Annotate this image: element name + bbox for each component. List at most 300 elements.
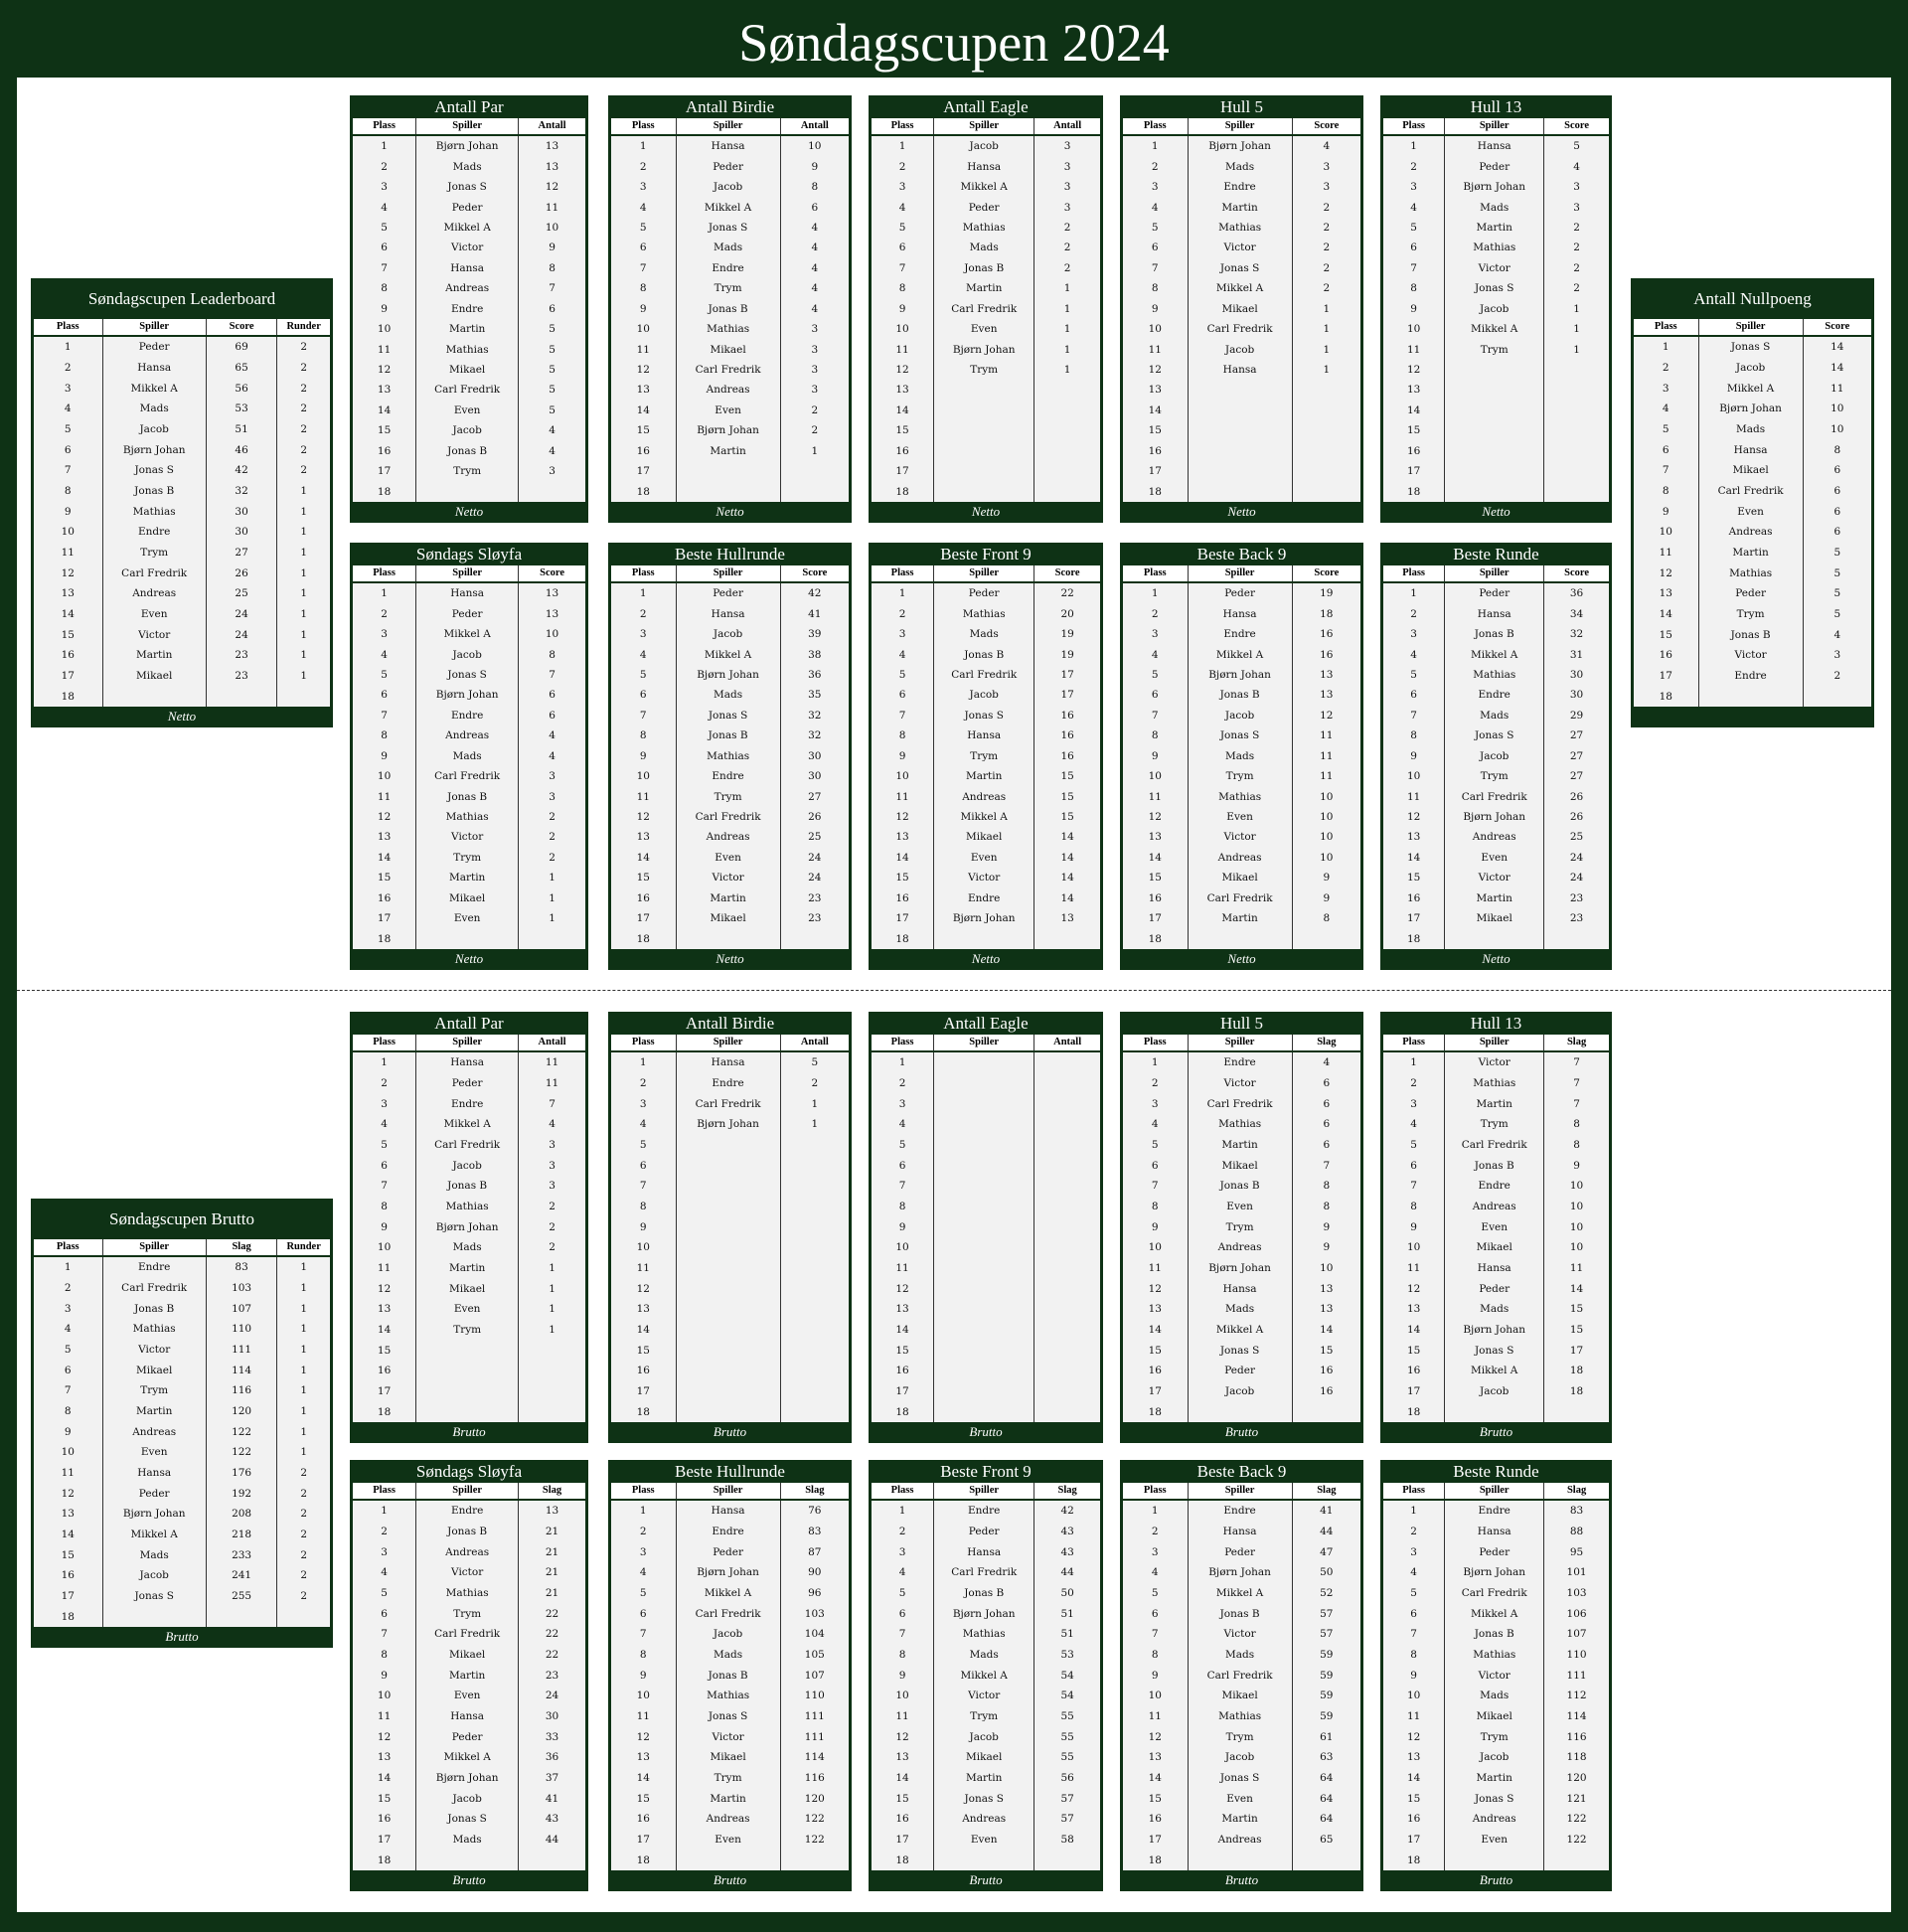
table-row <box>1634 645 1871 666</box>
table-row <box>872 685 1100 705</box>
table-cell: 11 <box>895 343 909 356</box>
table-row <box>611 1747 849 1768</box>
table-row <box>34 439 330 460</box>
table-cell: Jonas S <box>102 1586 206 1607</box>
table-cell: Mikael <box>1444 908 1543 928</box>
table-cell: 5 <box>518 339 585 359</box>
table-row <box>872 1830 1100 1851</box>
table-cell: 57 <box>1292 1603 1360 1624</box>
table-cell: 5 <box>1410 668 1417 681</box>
table-cell: 41 <box>1292 1501 1360 1522</box>
table-cell: 4 <box>639 648 647 661</box>
netto-beste-runde-title: Beste Runde <box>1453 545 1539 564</box>
table-cell: Mads <box>1444 197 1543 217</box>
table-cell <box>933 1299 1034 1320</box>
table-row <box>353 807 585 827</box>
table-cell <box>1034 1176 1100 1197</box>
table-cell: Jacob <box>933 1726 1034 1747</box>
table-cell: 4 <box>780 299 849 319</box>
table-row <box>353 665 585 685</box>
table-cell: 38 <box>780 644 849 664</box>
table-cell: Mathias <box>933 603 1034 623</box>
table-cell: 18 <box>895 1853 909 1866</box>
table-cell: 6 <box>898 1159 906 1172</box>
table-row <box>872 481 1100 501</box>
section-divider <box>17 990 1891 991</box>
table-row <box>872 1197 1100 1217</box>
table-cell: 24 <box>206 604 277 625</box>
table-cell: 24 <box>1543 868 1609 887</box>
table-row <box>872 136 1100 156</box>
table-row <box>611 1809 849 1830</box>
table-cell: 122 <box>206 1421 277 1442</box>
table-row <box>1383 766 1609 786</box>
table-row <box>1123 868 1360 887</box>
netto-s-ndags-sl-yfa-card <box>350 543 588 970</box>
table-row <box>1123 1665 1360 1686</box>
table-cell: 1 <box>276 481 330 502</box>
table-cell: Mathias <box>1188 1706 1292 1727</box>
table-cell: Jacob <box>415 1788 518 1809</box>
table-cell: 3 <box>1803 645 1871 666</box>
table-cell <box>518 481 585 501</box>
table-row <box>1383 258 1609 278</box>
table-row <box>1383 1747 1609 1768</box>
table-cell: Carl Fredrik <box>676 1603 780 1624</box>
table-cell <box>780 1381 849 1402</box>
table-cell: Trym <box>676 786 780 806</box>
table-cell: 4 <box>898 1566 906 1579</box>
column-header: Score <box>206 319 277 335</box>
table-row <box>1123 1706 1360 1727</box>
table-cell: 1 <box>381 587 388 600</box>
table-cell: Even <box>415 401 518 420</box>
table-cell: 39 <box>780 624 849 644</box>
table-cell: Victor <box>1444 258 1543 278</box>
table-row <box>611 1361 849 1381</box>
table-cell: Trym <box>1444 1114 1543 1135</box>
table-row <box>1123 908 1360 928</box>
table-row <box>1123 624 1360 644</box>
table-cell: 4 <box>518 1114 585 1135</box>
table-cell: 9 <box>1410 302 1417 315</box>
table-row <box>1383 786 1609 806</box>
brutto-beste-front-9-title: Beste Front 9 <box>940 1462 1032 1481</box>
table-cell: 36 <box>780 665 849 685</box>
table-cell: 107 <box>1543 1624 1609 1645</box>
table-row <box>1383 1583 1609 1604</box>
table-cell <box>933 1850 1034 1870</box>
table-row <box>1123 319 1360 339</box>
table-cell <box>1444 1850 1543 1870</box>
table-cell: 50 <box>1292 1562 1360 1583</box>
table-row <box>34 501 330 522</box>
table-row <box>872 908 1100 928</box>
table-cell: 8 <box>1410 1201 1417 1213</box>
table-cell <box>676 1216 780 1237</box>
table-cell: 192 <box>206 1483 277 1504</box>
table-cell: Jacob <box>1444 1381 1543 1402</box>
table-cell: 107 <box>780 1665 849 1686</box>
table-cell: 6 <box>381 242 388 254</box>
table-cell: Mikkel A <box>415 1747 518 1768</box>
table-cell: 6 <box>64 1364 72 1376</box>
table-cell: 25 <box>1543 827 1609 847</box>
netto-antall-par-table <box>352 117 586 503</box>
table-row <box>611 136 849 156</box>
table-cell: 106 <box>1543 1603 1609 1624</box>
table-cell: Victor <box>1444 1052 1543 1073</box>
table-row <box>353 644 585 664</box>
table-cell <box>102 686 206 707</box>
table-cell: Bjørn Johan <box>1444 177 1543 197</box>
table-cell: 16 <box>1292 624 1360 644</box>
table-cell: 8 <box>1151 729 1159 742</box>
table-cell: 5 <box>1151 221 1159 234</box>
table-row <box>1123 218 1360 238</box>
table-row <box>1634 543 1871 564</box>
table-cell: 10 <box>895 1241 909 1254</box>
table-row <box>1383 1073 1609 1094</box>
table-cell: 17 <box>1406 465 1421 478</box>
table-cell <box>780 1258 849 1279</box>
table-row <box>872 603 1100 623</box>
column-header: Spiller <box>1444 1035 1543 1050</box>
table-row <box>872 1645 1100 1666</box>
table-cell: Mikkel A <box>933 177 1034 197</box>
table-cell: 11 <box>1148 1262 1162 1275</box>
table-cell: 42 <box>780 583 849 603</box>
table-cell: Endre <box>102 522 206 543</box>
table-cell: 6 <box>518 706 585 725</box>
table-cell: 1 <box>276 1380 330 1401</box>
table-cell: 9 <box>1543 1155 1609 1176</box>
table-row <box>872 1665 1100 1686</box>
table-cell <box>1034 1258 1100 1279</box>
table-cell: 17 <box>895 1385 909 1398</box>
table-cell: 2 <box>518 1237 585 1258</box>
table-cell: 2 <box>898 1077 906 1089</box>
column-header: Score <box>1292 565 1360 581</box>
table-cell: 22 <box>518 1603 585 1624</box>
table-cell: Andreas <box>1188 1830 1292 1851</box>
table-cell: 87 <box>780 1541 849 1562</box>
table-cell: Even <box>102 604 206 625</box>
table-cell: 16 <box>636 1813 650 1826</box>
table-cell: 54 <box>1034 1665 1100 1686</box>
table-cell: 14 <box>377 403 392 416</box>
table-cell: 1 <box>1034 339 1100 359</box>
table-cell: 30 <box>518 1706 585 1727</box>
table-cell: Mads <box>1698 419 1803 440</box>
table-cell: 47 <box>1292 1541 1360 1562</box>
netto-beste-hullrunde-table <box>610 564 850 950</box>
table-cell: 1 <box>639 1056 647 1069</box>
table-cell: 46 <box>206 439 277 460</box>
table-cell <box>1034 1401 1100 1422</box>
table-row <box>611 1237 849 1258</box>
table-cell: 6 <box>1151 1159 1159 1172</box>
table-cell: 3 <box>518 786 585 806</box>
table-cell <box>933 1073 1034 1094</box>
table-row <box>1123 156 1360 176</box>
table-cell: 3 <box>518 1135 585 1156</box>
table-row <box>1383 218 1609 238</box>
table-row <box>1383 1381 1609 1402</box>
table-cell: Jonas B <box>1444 1624 1543 1645</box>
table-cell: 12 <box>1406 1282 1421 1295</box>
table-cell: Bjørn Johan <box>415 136 518 156</box>
table-cell: 1 <box>1034 299 1100 319</box>
table-cell: 122 <box>1543 1830 1609 1851</box>
netto-nullpoeng-table <box>1633 318 1872 708</box>
table-cell: 18 <box>636 1405 650 1418</box>
table-cell: 218 <box>206 1525 277 1545</box>
table-row <box>1123 888 1360 908</box>
table-cell <box>676 1197 780 1217</box>
page-title: Søndagscupen 2024 <box>738 13 1170 73</box>
table-cell: 16 <box>1406 891 1421 904</box>
table-row <box>353 1624 585 1645</box>
table-row <box>1123 807 1360 827</box>
table-row <box>353 1258 585 1279</box>
table-row <box>34 1319 330 1340</box>
table-cell <box>676 481 780 501</box>
table-cell: 13 <box>1292 665 1360 685</box>
table-cell: Mikael <box>933 1747 1034 1768</box>
table-row <box>353 888 585 908</box>
table-row <box>34 1483 330 1504</box>
table-cell: Peder <box>1698 583 1803 604</box>
brutto-s-ndags-sl-yfa-table <box>352 1482 586 1871</box>
table-cell: 2 <box>780 401 849 420</box>
table-cell: 14 <box>1406 1324 1421 1337</box>
table-row <box>34 1442 330 1463</box>
column-header: Plass <box>373 1485 396 1496</box>
table-cell: Hansa <box>1698 439 1803 460</box>
table-row <box>1383 1278 1609 1299</box>
table-cell: 114 <box>206 1360 277 1380</box>
netto-leaderboard-footer: Netto <box>167 709 197 724</box>
table-row <box>34 1257 330 1278</box>
table-row <box>353 339 585 359</box>
table-cell: Endre <box>415 299 518 319</box>
table-cell: Mikkel A <box>1188 278 1292 298</box>
table-cell <box>1188 481 1292 501</box>
table-cell: 15 <box>1406 1344 1421 1357</box>
table-cell: 11 <box>636 790 650 803</box>
table-row <box>1123 1073 1360 1094</box>
table-row <box>611 1216 849 1237</box>
table-cell: 1 <box>276 1401 330 1422</box>
table-cell <box>933 1340 1034 1361</box>
table-cell: 16 <box>895 891 909 904</box>
table-row <box>872 1361 1100 1381</box>
table-row <box>611 807 849 827</box>
table-row <box>611 908 849 928</box>
table-cell: Bjørn Johan <box>933 1603 1034 1624</box>
table-cell: Jacob <box>102 419 206 440</box>
table-cell: 5 <box>1151 1139 1159 1152</box>
table-row <box>1383 1706 1609 1727</box>
table-cell: Even <box>102 1442 206 1463</box>
table-cell: 30 <box>1543 665 1609 685</box>
table-cell: 1 <box>381 140 388 153</box>
table-row <box>353 1768 585 1789</box>
table-cell: 15 <box>895 1344 909 1357</box>
table-cell <box>933 461 1034 481</box>
table-cell: Jonas B <box>933 644 1034 664</box>
table-row <box>34 1463 330 1484</box>
table-cell <box>1034 441 1100 461</box>
table-cell: 9 <box>898 1669 906 1682</box>
table-cell: Jacob <box>933 685 1034 705</box>
table-cell: 9 <box>381 302 388 315</box>
table-cell <box>1292 380 1360 400</box>
table-row <box>611 461 849 481</box>
table-cell: 59 <box>1292 1645 1360 1666</box>
table-cell: 2 <box>276 1463 330 1484</box>
table-cell: 10 <box>1292 827 1360 847</box>
table-cell: 4 <box>1662 402 1670 415</box>
table-header-row <box>34 1239 330 1257</box>
column-header: Spiller <box>415 565 518 581</box>
table-cell: Mikkel A <box>1444 1603 1543 1624</box>
column-header: Slag <box>1292 1035 1360 1050</box>
table-row <box>1383 1624 1609 1645</box>
table-cell: 17 <box>1406 912 1421 925</box>
brutto-leaderboard-table <box>33 1238 331 1628</box>
table-cell: 18 <box>1406 485 1421 498</box>
netto-hull-5-table <box>1122 117 1361 503</box>
table-cell: Trym <box>415 461 518 481</box>
table-row <box>1123 1809 1360 1830</box>
column-header: Plass <box>1143 1037 1167 1047</box>
table-row <box>611 1073 849 1094</box>
netto-antall-par-footer: Netto <box>454 504 484 519</box>
table-cell: 11 <box>518 1052 585 1073</box>
table-cell: 24 <box>518 1686 585 1706</box>
table-cell: Jacob <box>933 136 1034 156</box>
table-cell: 2 <box>518 848 585 868</box>
table-cell: 1 <box>276 1421 330 1442</box>
table-cell: 3 <box>639 1097 647 1110</box>
table-cell: 1 <box>381 1505 388 1518</box>
table-cell <box>1292 401 1360 420</box>
table-cell: 30 <box>780 766 849 786</box>
brutto-beste-front-9-table <box>871 1482 1101 1871</box>
table-cell: 16 <box>1148 891 1162 904</box>
table-cell: 1 <box>1151 1056 1159 1069</box>
table-cell: 1 <box>518 1258 585 1279</box>
table-cell: 13 <box>1148 384 1162 397</box>
table-cell: 3 <box>1543 197 1609 217</box>
table-cell: Carl Fredrik <box>933 299 1034 319</box>
table-cell: 9 <box>1292 1237 1360 1258</box>
table-cell: 2 <box>276 439 330 460</box>
table-cell: Bjørn Johan <box>676 665 780 685</box>
table-cell: 16 <box>61 1569 75 1582</box>
table-cell <box>1444 1401 1543 1422</box>
table-cell: 10 <box>1148 323 1162 336</box>
table-cell <box>780 1216 849 1237</box>
table-cell: Mads <box>102 399 206 419</box>
column-header: Plass <box>1402 1485 1426 1496</box>
table-row <box>353 827 585 847</box>
table-cell: 1 <box>780 441 849 461</box>
table-cell: Carl Fredrik <box>676 360 780 380</box>
table-row <box>34 1298 330 1319</box>
netto-s-ndags-sl-yfa-footer: Netto <box>454 951 484 966</box>
table-cell: 14 <box>636 403 650 416</box>
column-header: Slag <box>780 1483 849 1499</box>
table-cell: Even <box>676 848 780 868</box>
table-cell: 7 <box>381 261 388 274</box>
brutto-antall-par-table <box>352 1034 586 1423</box>
table-cell: 1 <box>276 583 330 604</box>
table-cell <box>1034 461 1100 481</box>
netto-hull-13-table <box>1382 117 1610 503</box>
table-row <box>872 1073 1100 1094</box>
table-cell: 2 <box>64 362 72 374</box>
table-cell: Carl Fredrik <box>933 665 1034 685</box>
table-cell: 14 <box>377 1324 392 1337</box>
table-cell: Victor <box>1188 1624 1292 1645</box>
table-cell: 1 <box>276 1360 330 1380</box>
table-cell: 5 <box>518 401 585 420</box>
table-cell: 15 <box>1406 872 1421 885</box>
table-cell <box>933 420 1034 440</box>
table-cell: 12 <box>895 1730 909 1743</box>
table-cell: 1 <box>1151 140 1159 153</box>
table-cell <box>1034 1135 1100 1156</box>
brutto-antall-par-footer: Brutto <box>452 1424 486 1439</box>
table-cell: Mikael <box>933 827 1034 847</box>
table-cell: 5 <box>639 221 647 234</box>
table-cell: Peder <box>1444 1278 1543 1299</box>
table-cell: 7 <box>898 261 906 274</box>
table-row <box>353 1583 585 1604</box>
column-header: Antall <box>518 118 585 134</box>
table-cell: Jonas S <box>415 177 518 197</box>
table-cell: 83 <box>206 1257 277 1278</box>
table-cell <box>676 1320 780 1341</box>
table-cell: Jonas S <box>415 665 518 685</box>
table-cell: 18 <box>377 485 392 498</box>
table-cell: 110 <box>206 1319 277 1340</box>
table-cell: 7 <box>1543 1073 1609 1094</box>
column-header: Slag <box>206 1239 277 1255</box>
column-header: Score <box>518 565 585 581</box>
table-row <box>611 1706 849 1727</box>
table-row <box>1123 685 1360 705</box>
column-header: Plass <box>1402 1037 1426 1047</box>
table-cell: Mathias <box>102 1319 206 1340</box>
table-cell: Mikkel A <box>676 1583 780 1604</box>
table-row <box>353 197 585 217</box>
table-row <box>611 624 849 644</box>
table-cell: 8 <box>1151 282 1159 295</box>
table-cell: 10 <box>1803 419 1871 440</box>
table-row <box>1383 665 1609 685</box>
table-cell <box>676 1361 780 1381</box>
table-cell: 15 <box>895 1792 909 1805</box>
table-cell: 52 <box>1292 1583 1360 1604</box>
netto-antall-eagle-card <box>869 95 1103 523</box>
table-row <box>353 868 585 887</box>
table-cell: 22 <box>1034 583 1100 603</box>
table-cell: 8 <box>1543 1135 1609 1156</box>
